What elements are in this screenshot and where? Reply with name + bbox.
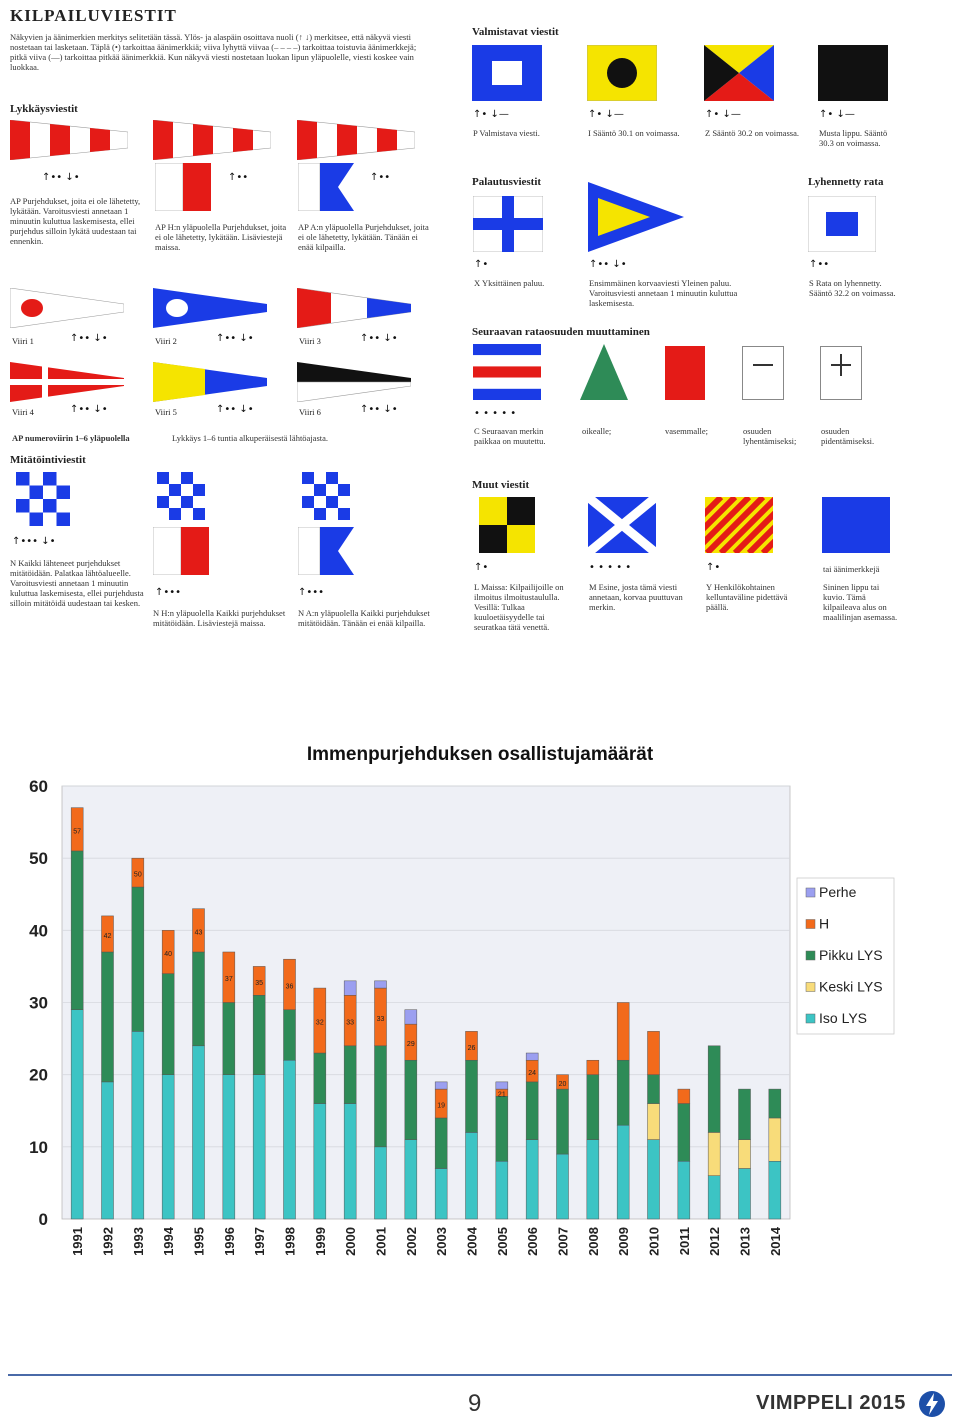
blue-flag (822, 497, 890, 553)
bar-segment-iso-lys (496, 1161, 508, 1219)
ap-pennant-3-flag (297, 120, 415, 160)
a-flag (298, 163, 354, 211)
bar-value-label: 32 (315, 1019, 324, 1027)
pennant-3-label: Viiri 3 (299, 336, 321, 346)
bar-segment-iso-lys (739, 1168, 751, 1219)
legend-label: Iso LYS (819, 1010, 867, 1026)
plus-board-icon (820, 346, 862, 400)
c-signs: • • • • • (474, 408, 517, 419)
first-substitute-flag (588, 182, 684, 252)
bar-segment-pikku-lys (466, 1060, 478, 1132)
bar-value-label: 21 (497, 1091, 506, 1099)
bar-segment-iso-lys (132, 1031, 144, 1219)
legend-label: Perhe (819, 884, 857, 900)
bar-segment-pikku-lys (617, 1060, 629, 1125)
legend-label: H (819, 915, 830, 932)
ap-text: AP Purjehdukset, joita ei ole lähetetty, lykätään. Varoitusviesti annetaan 1 minuutin kuluttua laskemisesta, ellei purjehdus silloin lykätä uudestaan tai ennenkin. (10, 196, 141, 246)
x-tick-label: 2007 (555, 1227, 571, 1256)
z-text: Z Sääntö 30.2 on voimassa. (705, 128, 799, 138)
y-flag (705, 497, 773, 553)
pennant-4-flag (10, 362, 124, 402)
bar-value-label: 40 (164, 950, 173, 958)
n-a-text: N A:n yläpuolella Kaikki purjehdukset mitätöidään. Tänään ei enää kilpailla. (298, 608, 430, 628)
bar-value-label: 50 (133, 871, 142, 879)
bar-segment-pikku-lys (405, 1060, 417, 1139)
bar-segment-keski-lys (708, 1132, 720, 1175)
pennant-2-label: Viiri 2 (155, 336, 177, 346)
bar-segment-pikku-lys (496, 1096, 508, 1161)
blue-top-text: tai äänimerkkejä (823, 564, 880, 574)
abandon-title: Mitätöintiviestit (10, 454, 86, 466)
x-tick-label: 2010 (646, 1227, 662, 1256)
bar-segment-iso-lys (617, 1125, 629, 1219)
bar-segment-keski-lys (648, 1104, 660, 1140)
m-text: M Esine, josta tämä viesti annetaan, korvaa puuttuvan merkin. (589, 582, 683, 612)
x-tick-label: 1995 (191, 1227, 207, 1256)
chart-title: Immenpurjehduksen osallistujamäärät (306, 744, 654, 765)
shortened-title: Lyhennetty rata (808, 176, 884, 188)
bar-value-label: 20 (558, 1080, 567, 1088)
pennant-4-label: Viiri 4 (12, 407, 34, 417)
h-flag-under-n (153, 527, 209, 575)
n-h-text: N H:n yläpuolella Kaikki purjehdukset mitätöidään. Lisäviestejä maissa. (153, 608, 286, 628)
x-tick-label: 1997 (252, 1227, 268, 1256)
bar-segment-perhe (405, 1010, 417, 1024)
legend-swatch (806, 888, 815, 897)
bar-segment-pikku-lys (587, 1075, 599, 1140)
change-leg-title: Seuraavan rataosuuden muuttaminen (472, 326, 650, 338)
i-flag (587, 45, 657, 101)
page-number: 9 (468, 1390, 482, 1417)
bar-segment-pikku-lys (435, 1118, 447, 1169)
pennant-6-label: Viiri 6 (299, 407, 321, 417)
x-tick-label: 2009 (616, 1227, 632, 1256)
bar-segment-iso-lys (557, 1154, 569, 1219)
y-signs: ↑• (706, 562, 721, 573)
ap-a-signs: ↑•• (370, 172, 391, 183)
black-flag (818, 45, 888, 101)
x-tick-label: 1992 (100, 1227, 116, 1256)
signals-intro: Näkyvien ja äänimerkien merkitys selitetään tässä. Ylös- ja alaspäin osoittava nuoli (↑ ↓) merkitsee, että näkyvä viesti nostetaan tai lasketaan. Täplä (•) tarkoittaa äänimerkkiä; viiva lyhyttä viivaa (– – – –) tarkoittaa toistuvia äänimerkkejä; pitkä viiva (—) tarkoittaa pitkää äänimerkkiä. Kun näkyvä viesti nostetaan luokan lipun yläpuolelle, viesti koskee vain luokkaa. (10, 32, 417, 72)
ap-signs: ↑•• ↓• (42, 172, 80, 183)
pennant-5-label: Viiri 5 (155, 407, 177, 417)
y-text: Y Henkilökohtainen kelluntaväline pidettävä päällä. (706, 582, 788, 612)
bar-segment-iso-lys (708, 1176, 720, 1219)
bar-value-label: 36 (285, 983, 294, 991)
bar-segment-pikku-lys (71, 851, 83, 1010)
preparatory-title: Valmistavat viestit (472, 26, 559, 38)
x-tick-label: 1993 (130, 1227, 146, 1256)
legend-swatch (806, 1014, 815, 1023)
x-tick-label: 2014 (767, 1227, 783, 1256)
y-tick-label: 60 (29, 777, 48, 796)
l-flag (473, 497, 541, 553)
c-right: oikealle; (582, 426, 612, 436)
bar-segment-pikku-lys (557, 1089, 569, 1154)
bar-segment-iso-lys (102, 1082, 114, 1219)
z-signs: ↑• ↓— (705, 109, 741, 120)
s-text: S Rata on lyhennetty. Sääntö 32.2 on voimassa. (809, 278, 896, 298)
bar-segment-perhe (496, 1082, 508, 1089)
n-h-signs: ↑••• (155, 587, 182, 598)
pennant-5-signs: ↑•• ↓• (216, 404, 254, 415)
bar-segment-h (617, 1003, 629, 1061)
ap-pennant-2-flag (153, 120, 271, 160)
bar-value-label: 33 (376, 1015, 385, 1023)
ap-h-signs: ↑•• (228, 172, 249, 183)
pennant-6-signs: ↑•• ↓• (360, 404, 398, 415)
bar-segment-iso-lys (435, 1168, 447, 1219)
bar-segment-perhe (344, 981, 356, 995)
legend-swatch (806, 951, 815, 960)
pennant-4-signs: ↑•• ↓• (70, 404, 108, 415)
bar-segment-pikku-lys (162, 974, 174, 1075)
l-text: L Maissa: Kilpailijoille on ilmoitus ilmoitustaululla. Vesillä: Tulkaa kuuloetäisyydelle tai seuratkaa tätä venettä. (474, 582, 564, 632)
y-tick-label: 10 (29, 1137, 48, 1157)
n-a-signs: ↑••• (298, 587, 325, 598)
x-tick-label: 2011 (676, 1227, 692, 1256)
bar-value-label: 19 (437, 1102, 446, 1110)
x-tick-label: 2008 (585, 1227, 601, 1256)
bar-segment-h (648, 1031, 660, 1074)
p-flag (472, 45, 542, 101)
x-tick-label: 2004 (464, 1227, 480, 1256)
x-tick-label: 1998 (282, 1227, 298, 1256)
x-flag (473, 196, 543, 252)
bar-segment-iso-lys (162, 1075, 174, 1219)
x-tick-label: 1999 (312, 1227, 328, 1256)
bar-segment-keski-lys (739, 1140, 751, 1169)
p-signs: ↑• ↓— (473, 109, 509, 120)
c-shorter: osuuden lyhentämiseksi; (743, 426, 797, 446)
other-signals-title: Muut viestit (472, 479, 530, 491)
bar-segment-iso-lys (587, 1140, 599, 1219)
bar-segment-iso-lys (375, 1147, 387, 1219)
bar-segment-h (678, 1089, 690, 1103)
black-text: Musta lippu. Sääntö 30.3 on voimassa. (819, 128, 888, 148)
bar-segment-perhe (526, 1053, 538, 1060)
pennant-2-flag (153, 288, 267, 328)
x-tick-label: 2002 (403, 1227, 419, 1256)
bar-segment-iso-lys (526, 1140, 538, 1219)
bar-segment-keski-lys (769, 1118, 781, 1161)
postpone-title: Lykkäysviestit (10, 103, 78, 115)
bar-segment-iso-lys (344, 1104, 356, 1219)
pennant-3-signs: ↑•• ↓• (360, 333, 398, 344)
bar-segment-iso-lys (253, 1075, 265, 1219)
x-tick-label: 2006 (525, 1227, 541, 1256)
red-rectangle-shape (665, 346, 705, 400)
bar-segment-pikku-lys (102, 952, 114, 1082)
bar-value-label: 33 (346, 1019, 355, 1027)
n-flag-over-a (298, 472, 354, 520)
minus-board-icon (742, 346, 784, 400)
bar-segment-pikku-lys (678, 1104, 690, 1162)
m-flag (588, 497, 656, 553)
bar-value-label: 43 (194, 929, 203, 937)
x-tick-label: 2000 (343, 1227, 359, 1256)
legend-label: Pikku LYS (819, 947, 883, 963)
pennant-1-label: Viiri 1 (12, 336, 34, 346)
bar-value-label: 37 (224, 976, 233, 984)
bar-value-label: 42 (103, 932, 112, 940)
n-flag-over-h (153, 472, 209, 520)
pennant-6-flag (297, 362, 411, 402)
n-text: N Kaikki lähteneet purjehdukset mitätöidään. Palatkaa lähtöalueelle. Varoitusviesti annetaan 1 minuutin kuluttua laskemisesta, ellei purjehdusta silloin mitätöidä uudestaan tai kesken. (10, 558, 144, 608)
bar-value-label: 35 (255, 979, 264, 987)
signals-title: KILPAILUVIESTIT (10, 6, 177, 25)
pennant-5-flag (153, 362, 267, 402)
y-tick-label: 50 (29, 849, 48, 869)
ap-h-text: AP H:n yläpuolella Purjehdukset, joita ei ole lähetetty, lykätään. Lisäviestejä maissa. (155, 222, 287, 252)
x-tick-label: 2012 (707, 1227, 723, 1256)
bar-segment-pikku-lys (375, 1046, 387, 1147)
c-flag (473, 344, 541, 400)
ap-pennant-1-flag (10, 120, 128, 160)
bar-segment-iso-lys (314, 1104, 326, 1219)
recall-title: Palautusviestit (472, 176, 542, 188)
l-signs: ↑• (474, 562, 489, 573)
legend-swatch (806, 920, 815, 929)
i-signs: ↑• ↓— (588, 109, 624, 120)
ap-a-text: AP A:n yläpuolella Purjehdukset, joita ei ole lähetetty, lykätään. Tänään ei enää kilpailla. (298, 222, 429, 252)
p-text: P Valmistava viesti. (473, 128, 540, 138)
y-tick-label: 20 (29, 1065, 48, 1085)
bar-segment-iso-lys (71, 1010, 83, 1219)
bar-segment-pikku-lys (314, 1053, 326, 1104)
bar-segment-pikku-lys (739, 1089, 751, 1140)
pennant-1-flag (10, 288, 124, 328)
bar-segment-pikku-lys (223, 1003, 235, 1075)
bar-segment-pikku-lys (193, 952, 205, 1046)
magazine-name: VIMPPELI 2015 (756, 1392, 906, 1414)
bar-segment-h (587, 1060, 599, 1074)
bar-segment-iso-lys (769, 1161, 781, 1219)
i-text: I Sääntö 30.1 on voimassa. (588, 128, 680, 138)
bar-segment-pikku-lys (284, 1010, 296, 1061)
bar-value-label: 26 (467, 1044, 476, 1052)
participation-chart (0, 770, 960, 1270)
bar-segment-iso-lys (193, 1046, 205, 1219)
bar-segment-iso-lys (284, 1060, 296, 1219)
bar-segment-pikku-lys (253, 995, 265, 1074)
bar-segment-perhe (435, 1082, 447, 1089)
c-longer: osuuden pidentämiseksi. (821, 426, 875, 446)
bar-segment-pikku-lys (526, 1082, 538, 1140)
ap-num-desc: Lykkäys 1–6 tuntia alkuperäisestä lähtöajasta. (172, 433, 329, 443)
x-tick-label: 2003 (434, 1227, 450, 1256)
pennant-2-signs: ↑•• ↓• (216, 333, 254, 344)
first-sub-text: Ensimmäinen korvaaviesti Yleinen paluu. Varoitusviesti annetaan 1 minuutin kuluttua laskemisesta. (589, 278, 738, 308)
x-tick-label: 2005 (494, 1227, 510, 1256)
black-signs: ↑• ↓— (819, 109, 855, 120)
bar-segment-iso-lys (466, 1132, 478, 1219)
c-text: C Seuraavan merkin paikkaa on muutettu. (474, 426, 546, 446)
bar-segment-iso-lys (405, 1140, 417, 1219)
bar-segment-pikku-lys (344, 1046, 356, 1104)
first-sub-signs: ↑•• ↓• (589, 259, 627, 270)
x-tick-label: 1994 (161, 1227, 177, 1256)
x-tick-label: 2001 (373, 1227, 389, 1256)
green-triangle-shape (580, 344, 628, 400)
n-flag (10, 472, 76, 526)
s-signs: ↑•• (809, 259, 830, 270)
x-tick-label: 1991 (70, 1227, 86, 1256)
blue-text: Sininen lippu tai kuvio. Tämä kilpaileava alus on maalilinjan asemassa. (823, 582, 898, 622)
bar-segment-perhe (375, 981, 387, 988)
footer-divider (8, 1374, 952, 1376)
bar-segment-pikku-lys (648, 1075, 660, 1104)
bar-value-label: 24 (528, 1070, 537, 1078)
y-tick-label: 0 (38, 1210, 48, 1229)
bar-segment-iso-lys (648, 1140, 660, 1219)
x-tick-label: 1996 (221, 1227, 237, 1256)
h-flag (155, 163, 211, 211)
bar-value-label: 57 (73, 828, 82, 836)
vimppeli-logo-icon (918, 1390, 946, 1418)
pennant-3-flag (297, 288, 411, 328)
m-signs: • • • • • (589, 562, 632, 573)
bar-value-label: 29 (406, 1041, 415, 1049)
legend-label: Keski LYS (819, 978, 883, 995)
x-signs: ↑• (474, 259, 489, 270)
ap-num-title: AP numeroviirin 1–6 yläpuolella (12, 433, 130, 443)
n-signs: ↑••• ↓• (12, 536, 56, 547)
x-tick-label: 2013 (737, 1227, 753, 1256)
y-tick-label: 30 (29, 993, 48, 1013)
s-flag (808, 196, 876, 252)
bar-segment-iso-lys (223, 1075, 235, 1219)
bar-segment-pikku-lys (769, 1089, 781, 1118)
x-text: X Yksittäinen paluu. (474, 278, 545, 288)
c-left: vasemmalle; (665, 426, 708, 436)
bar-segment-pikku-lys (132, 887, 144, 1031)
pennant-1-signs: ↑•• ↓• (70, 333, 108, 344)
a-flag-under-n (298, 527, 354, 575)
legend-swatch (806, 983, 815, 992)
bar-segment-iso-lys (678, 1161, 690, 1219)
y-tick-label: 40 (29, 921, 48, 941)
bar-segment-pikku-lys (708, 1046, 720, 1133)
z-flag (704, 45, 774, 101)
